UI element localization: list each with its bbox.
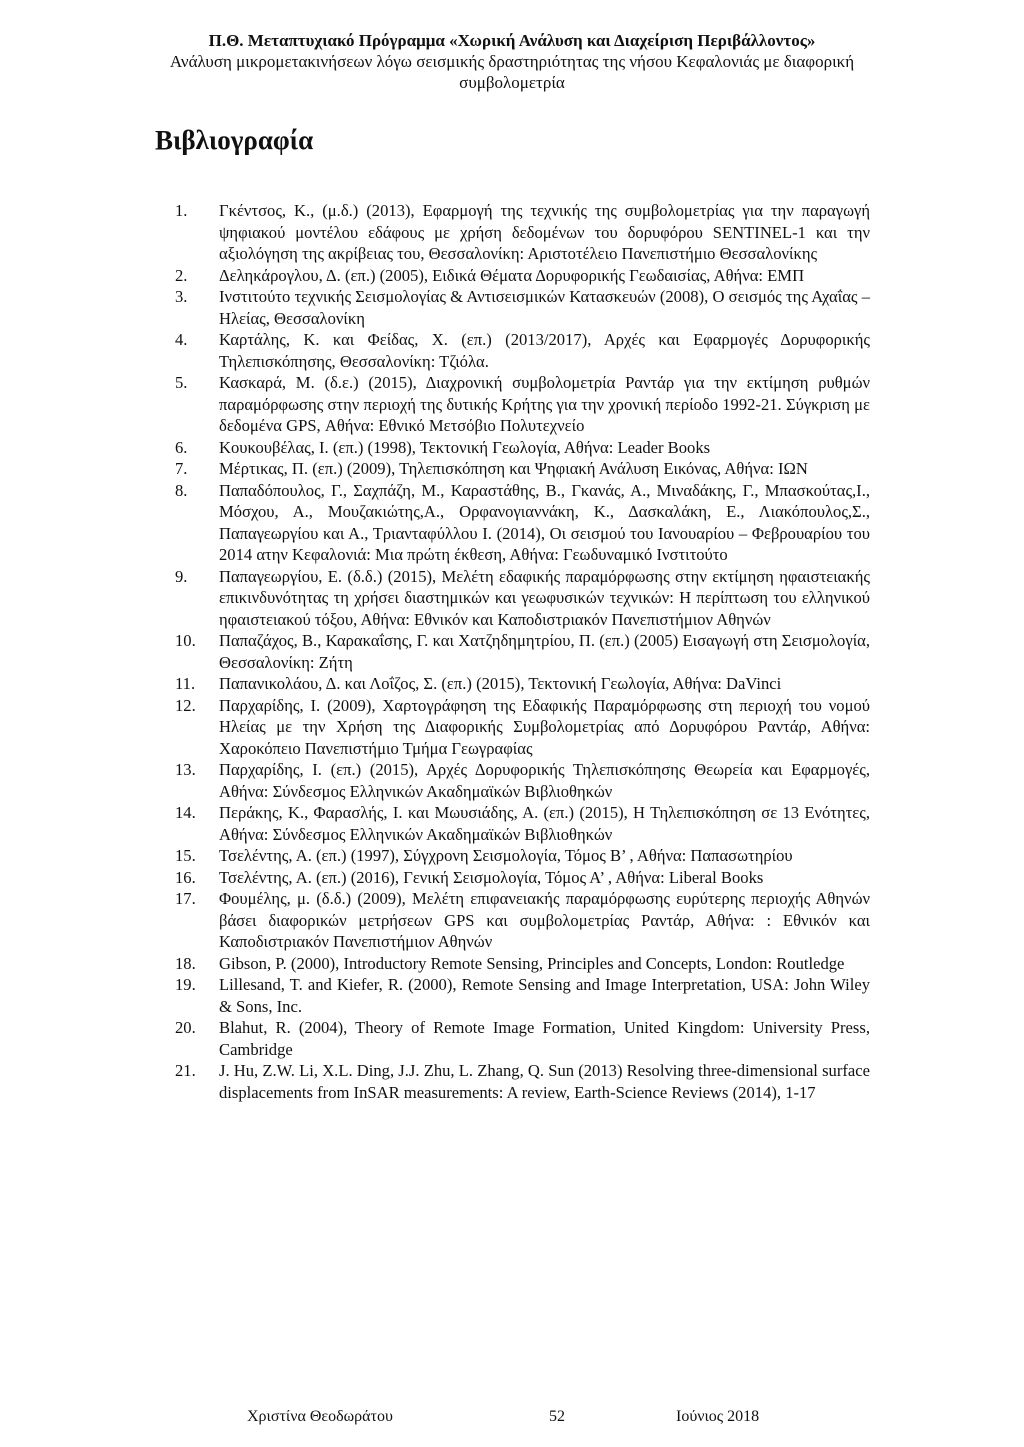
reference-number: 5. bbox=[175, 373, 188, 392]
page-header bbox=[40, 30, 984, 93]
reference-item bbox=[175, 802, 870, 845]
reference-number: 17. bbox=[175, 889, 196, 908]
reference-number: 10. bbox=[175, 631, 196, 650]
reference-number: 9. bbox=[175, 566, 188, 586]
section-title: Βιβλιογραφία bbox=[155, 125, 314, 155]
reference-item bbox=[175, 329, 870, 372]
reference-number: 11. bbox=[175, 674, 196, 693]
reference-number: 21. bbox=[175, 1061, 196, 1080]
reference-item bbox=[175, 200, 870, 265]
reference-item bbox=[175, 480, 870, 566]
reference-number: 19. bbox=[175, 975, 196, 994]
reference-item bbox=[175, 566, 870, 631]
reference-text: Παπαγεωργίου, Ε. (δ.δ.) (2015), Μελέτη εδαφικής παραμόρφωσης στην εκτίμηση ηφαιστειακής επικινδυνότητας τη χρήσει διαστημικών και γεωφυσικών τεχνικών: Η περίπτωση του ελληνικού ηφαιστειακού τόξου, Αθήνα: Εθνικόν και Καποδιστριακόν Πανεπιστήμιον Αθηνών bbox=[219, 566, 870, 629]
reference-number: 14. bbox=[175, 803, 196, 822]
reference-text: Μέρτικας, Π. (επ.) (2009), Τηλεπισκόπηση και Ψηφιακή Ανάλυση Εικόνας, Αθήνα: ΙΩΝ bbox=[219, 459, 808, 478]
footer-author: Χριστίνα Θεοδωράτου bbox=[247, 1408, 393, 1425]
reference-number: 12. bbox=[175, 695, 196, 715]
reference-item bbox=[175, 437, 870, 459]
reference-text: J. Hu, Z.W. Li, X.L. Ding, J.J. Zhu, L. Zhang, Q. Sun (2013) Resolving three-dimensional surface displacements from InSAR measurements: A review, Earth-Science Reviews (2014), 1-17 bbox=[219, 1061, 870, 1102]
reference-number: 13. bbox=[175, 760, 196, 779]
reference-item bbox=[175, 286, 870, 329]
reference-item bbox=[175, 265, 870, 287]
reference-item bbox=[175, 759, 870, 802]
reference-item bbox=[175, 630, 870, 673]
reference-number: 18. bbox=[175, 953, 196, 973]
reference-text: Κουκουβέλας, Ι. (επ.) (1998), Τεκτονική Γεωλογία, Αθήνα: Leader Books bbox=[219, 437, 711, 457]
reference-text: Περάκης, Κ., Φαρασλής, Ι. και Μωυσιάδης, Α. (επ.) (2015), Η Τηλεπισκόπηση σε 13 Ενότητες, Αθήνα: Σύνδεσμος Ελληνικών Ακαδημαϊκών Βιβλιοθηκών bbox=[219, 803, 870, 844]
reference-item bbox=[175, 1060, 870, 1103]
reference-item bbox=[175, 673, 870, 695]
reference-text: Γκέντσος, Κ., (μ.δ.) (2013), Εφαρμογή της τεχνικής της συμβολομετρίας για την παραγωγή ψηφιακού μοντέλου εδάφους με χρήση δεδομένων του δορυφόρου SENTINEL-1 και την αξιολόγηση της ακρίβειας του, Θεσσαλονίκη: Αριστοτέλειο Πανεπιστήμιο Θεσσαλονίκης bbox=[219, 201, 870, 263]
reference-text: Παπαζάχος, Β., Καρακαΐσης, Γ. και Χατζηδημητρίου, Π. (επ.) (2005) Εισαγωγή στη Σεισμολογία, Θεσσαλονίκη: Ζήτη bbox=[219, 631, 870, 672]
reference-text: Παπαδόπουλος, Γ., Σαχπάζη, Μ., Καραστάθης, Β., Γκανάς, Α., Μιναδάκης, Γ., Μπασκούτας,Ι., Μόσχου, Α., Μουζακιώτης,Α., Ορφανογιαννάκη, Κ., Δασκαλάκη, Ε., Λιακόπουλος,Σ., Παπαγεωργίου και Α., Τριανταφύλλου Ι. (2014), Οι σεισμού του Ιανουαρίου – Φεβρουαρίου του 2014 ατην Κεφαλονιά: Μια πρώτη έκθεση, Αθήνα: Γεωδυναμικό Ινστιτούτο bbox=[219, 480, 870, 564]
reference-text: Δεληκάρογλου, Δ. (επ.) (2005), Ειδικά Θέματα Δορυφορικής Γεωδαισίας, Αθήνα: ΕΜΠ bbox=[219, 265, 805, 285]
reference-number: 16. bbox=[175, 867, 196, 887]
reference-text: Gibson, P. (2000), Introductory Remote Sensing, Principles and Concepts, London: Routledge bbox=[219, 953, 845, 973]
reference-number: 2. bbox=[175, 265, 188, 285]
reference-item bbox=[175, 458, 870, 480]
reference-item bbox=[175, 888, 870, 953]
reference-item bbox=[175, 974, 870, 1017]
reference-number: 6. bbox=[175, 437, 188, 457]
reference-text: Παρχαρίδης, Ι. (2009), Χαρτογράφηση της Εδαφικής Παραμόρφωσης στη περιοχή του νομού Ηλείας με την Χρήση της Διαφορικής Συμβολομετρίας από Δορυφόρου Ραντάρ, Αθήνα: Χαροκόπειο Πανεπιστήμιο Τμήμα Γεωγραφίας bbox=[219, 695, 870, 758]
reference-text: Κασκαρά, Μ. (δ.ε.) (2015), Διαχρονική συμβολομετρία Ραντάρ για την εκτίμηση ρυθμών παραμόρφωσης στην περιοχή της δυτικής Κρήτης για την χρονική περίοδο 1992-21. Σύγκριση με δεδομένα GPS, Αθήνα: Εθνικό Μετσόβιο Πολυτεχνείο bbox=[219, 373, 870, 435]
reference-number: 15. bbox=[175, 846, 196, 865]
reference-number: 7. bbox=[175, 459, 188, 478]
header-thesis-title-cont: συμβολομετρία bbox=[459, 73, 565, 92]
reference-text: Ινστιτούτο τεχνικής Σεισμολογίας & Αντισεισμικών Κατασκευών (2008), Ο σεισμός της Αχαΐας – Ηλείας, Θεσσαλονίκη bbox=[219, 287, 870, 328]
reference-item bbox=[175, 372, 870, 437]
reference-number: 1. bbox=[175, 201, 188, 220]
reference-number: 3. bbox=[175, 287, 188, 306]
reference-number: 8. bbox=[175, 480, 188, 500]
reference-number: 4. bbox=[175, 330, 188, 349]
reference-text: Lillesand, T. and Kiefer, R. (2000), Remote Sensing and Image Interpretation, USA: John Wiley & Sons, Inc. bbox=[219, 975, 870, 1016]
reference-item bbox=[175, 1017, 870, 1060]
reference-item bbox=[175, 953, 870, 975]
reference-text: Καρτάλης, Κ. και Φείδας, Χ. (επ.) (2013/2017), Αρχές και Εφαρμογές Δορυφορικής Τηλεπισκόπησης, Θεσσαλονίκη: Τζιόλα. bbox=[219, 330, 870, 371]
reference-number: 20. bbox=[175, 1018, 196, 1037]
footer-page-number: 52 bbox=[549, 1408, 565, 1425]
reference-text: Παπανικολάου, Δ. και Λοΐζος, Σ. (επ.) (2015), Τεκτονική Γεωλογία, Αθήνα: DaVinci bbox=[219, 674, 782, 693]
reference-item bbox=[175, 867, 870, 889]
reference-text: Φουμέλης, μ. (δ.δ.) (2009), Μελέτη επιφανειακής παραμόρφωσης ευρύτερης περιοχής Αθηνών βάσει διαφορικών μετρήσεων GPS και συμβολομετρίας Ραντάρ, Αθήνα: : Εθνικόν και Καποδιστριακόν Πανεπιστήμιον Αθηνών bbox=[219, 889, 870, 951]
header-program-title: Π.Θ. Μεταπτυχιακό Πρόγραμμα «Χωρική Ανάλυση και Διαχείριση Περιβάλλοντος» bbox=[208, 31, 816, 50]
reference-text: Τσελέντης, Α. (επ.) (1997), Σύγχρονη Σεισμολογία, Τόμος Β’ , Αθήνα: Παπασωτηρίου bbox=[219, 846, 793, 865]
reference-text: Παρχαρίδης, Ι. (επ.) (2015), Αρχές Δορυφορικής Τηλεπισκόπησης Θεωρεία και Εφαρμογές, Αθήνα: Σύνδεσμος Ελληνικών Ακαδημαϊκών Βιβλιοθηκών bbox=[219, 760, 870, 801]
reference-list bbox=[175, 200, 870, 1103]
reference-item bbox=[175, 845, 870, 867]
reference-item bbox=[175, 695, 870, 760]
reference-text: Blahut, R. (2004), Theory of Remote Image Formation, United Kingdom: University Press, Cambridge bbox=[219, 1018, 870, 1059]
header-thesis-title: Ανάλυση μικρομετακινήσεων λόγω σεισμικής δραστηριότητας της νήσου Κεφαλονιάς με διαφορική bbox=[169, 52, 855, 71]
footer-date: Ιούνιος 2018 bbox=[676, 1408, 760, 1425]
reference-text: Τσελέντης, Α. (επ.) (2016), Γενική Σεισμολογία, Τόμος Α’ , Αθήνα: Liberal Books bbox=[219, 867, 764, 887]
